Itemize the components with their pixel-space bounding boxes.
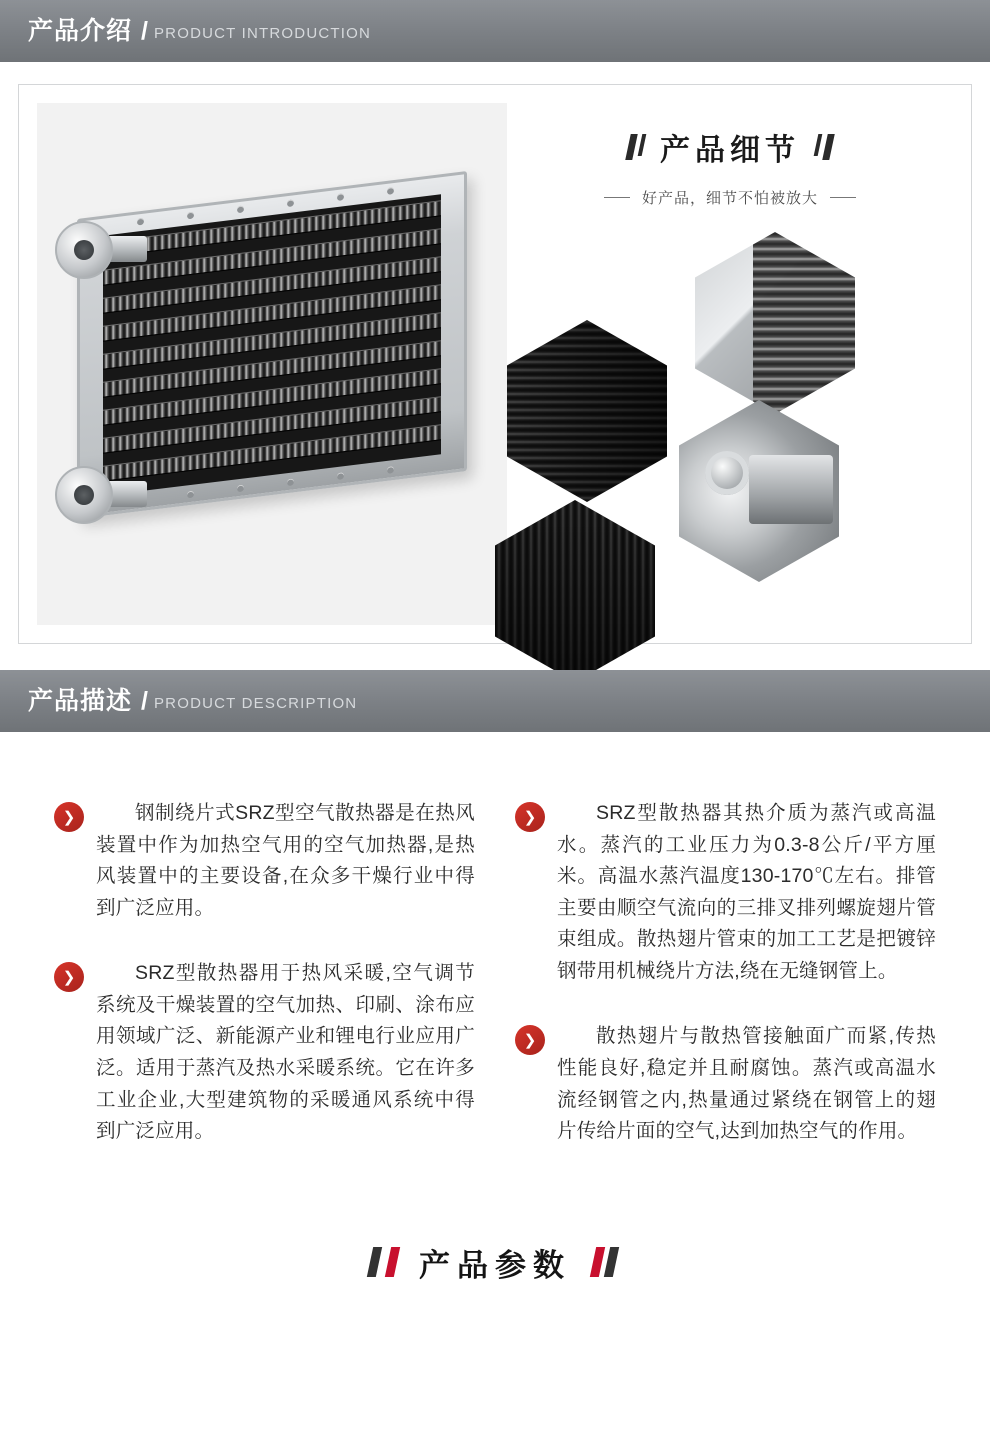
params-heading-row	[0, 1240, 990, 1285]
tick-mark-right-icon	[593, 1247, 620, 1277]
chevron-right-icon: ❯	[515, 802, 545, 832]
bullet-text: 散热翅片与散热管接触面广而紧,传热性能良好,稳定并且耐腐蚀。蒸汽或高温水流经钢管之内,热量通过紧绕在钢管上的翅片传给片面的空气,达到加热空气的作用。	[557, 1025, 936, 1143]
inlet-flange	[55, 221, 113, 279]
section-title-en-desc: PRODUCT DESCRIPTION	[153, 694, 358, 712]
description-body	[0, 732, 990, 1182]
dash-left-icon	[604, 197, 630, 198]
chevron-right-icon: ❯	[515, 1025, 545, 1055]
description-column-right	[515, 798, 936, 1182]
section-title-slash: /	[141, 16, 148, 45]
bullet-text: SRZ型散热器用于热风采暖,空气调节系统及干燥装置的空气加热、印刷、涂布应用领域广泛、新能源产业和锂电行业应用广泛。适用于蒸汽及热水采暖系统。它在许多工业企业,大型建筑物的采暖通风系统中得到广泛应用。	[96, 962, 475, 1143]
hex-spiral-fin-detail	[507, 320, 667, 502]
outlet-flange	[55, 466, 113, 524]
detail-heading-row	[507, 125, 953, 169]
detail-heading: 产品细节	[660, 134, 800, 167]
chevron-right-icon: ❯	[54, 802, 84, 832]
tick-mark-right-icon	[816, 134, 832, 160]
section-title-en: PRODUCT INTRODUCTION	[153, 24, 372, 42]
section-header-description	[0, 670, 990, 732]
hex-gallery	[507, 232, 953, 652]
detail-subheading-row	[507, 187, 953, 208]
main-product-image	[37, 103, 507, 625]
detail-subheading: 好产品，细节不怕被放大	[641, 190, 818, 207]
tick-mark-left-icon	[370, 1247, 397, 1277]
radiator-illustration	[77, 171, 467, 519]
bullet-text: SRZ型散热器其热介质为蒸汽或高温水。蒸汽的工业压力为0.3-8公斤/平方厘米。高温水蒸汽温度130-170℃左右。排管主要由顺空气流向的三排叉排列螺旋翅片管束组成。散热翅片管束的加工工艺是把镀锌钢带用机械绕片方法,绕在无缝钢管上。	[557, 802, 936, 982]
hex-fin-surface-detail	[495, 500, 655, 682]
section-title-cn-desc: 产品描述	[28, 686, 133, 715]
intro-panel	[18, 84, 972, 644]
list-item	[54, 958, 475, 1147]
bullet-text: 钢制绕片式SRZ型空气散热器是在热风装置中作为加热空气用的空气加热器,是热风装置中的主要设备,在众多干燥行业中得到广泛应用。	[96, 802, 475, 919]
hex-flange-detail	[679, 400, 839, 582]
description-column-left	[54, 798, 475, 1182]
section-title-slash-desc: /	[141, 686, 148, 715]
detail-showcase	[507, 103, 953, 625]
chevron-right-icon: ❯	[54, 962, 84, 992]
section-header-intro	[0, 0, 990, 62]
hex-fin-corner-detail	[695, 232, 855, 414]
list-item	[515, 798, 936, 987]
dash-right-icon	[830, 197, 856, 198]
list-item	[54, 798, 475, 924]
tick-mark-left-icon	[628, 134, 644, 160]
section-title-cn: 产品介绍	[28, 16, 133, 45]
radiator-core	[103, 194, 441, 496]
params-heading: 产品参数	[419, 1247, 571, 1283]
list-item	[515, 1021, 936, 1147]
